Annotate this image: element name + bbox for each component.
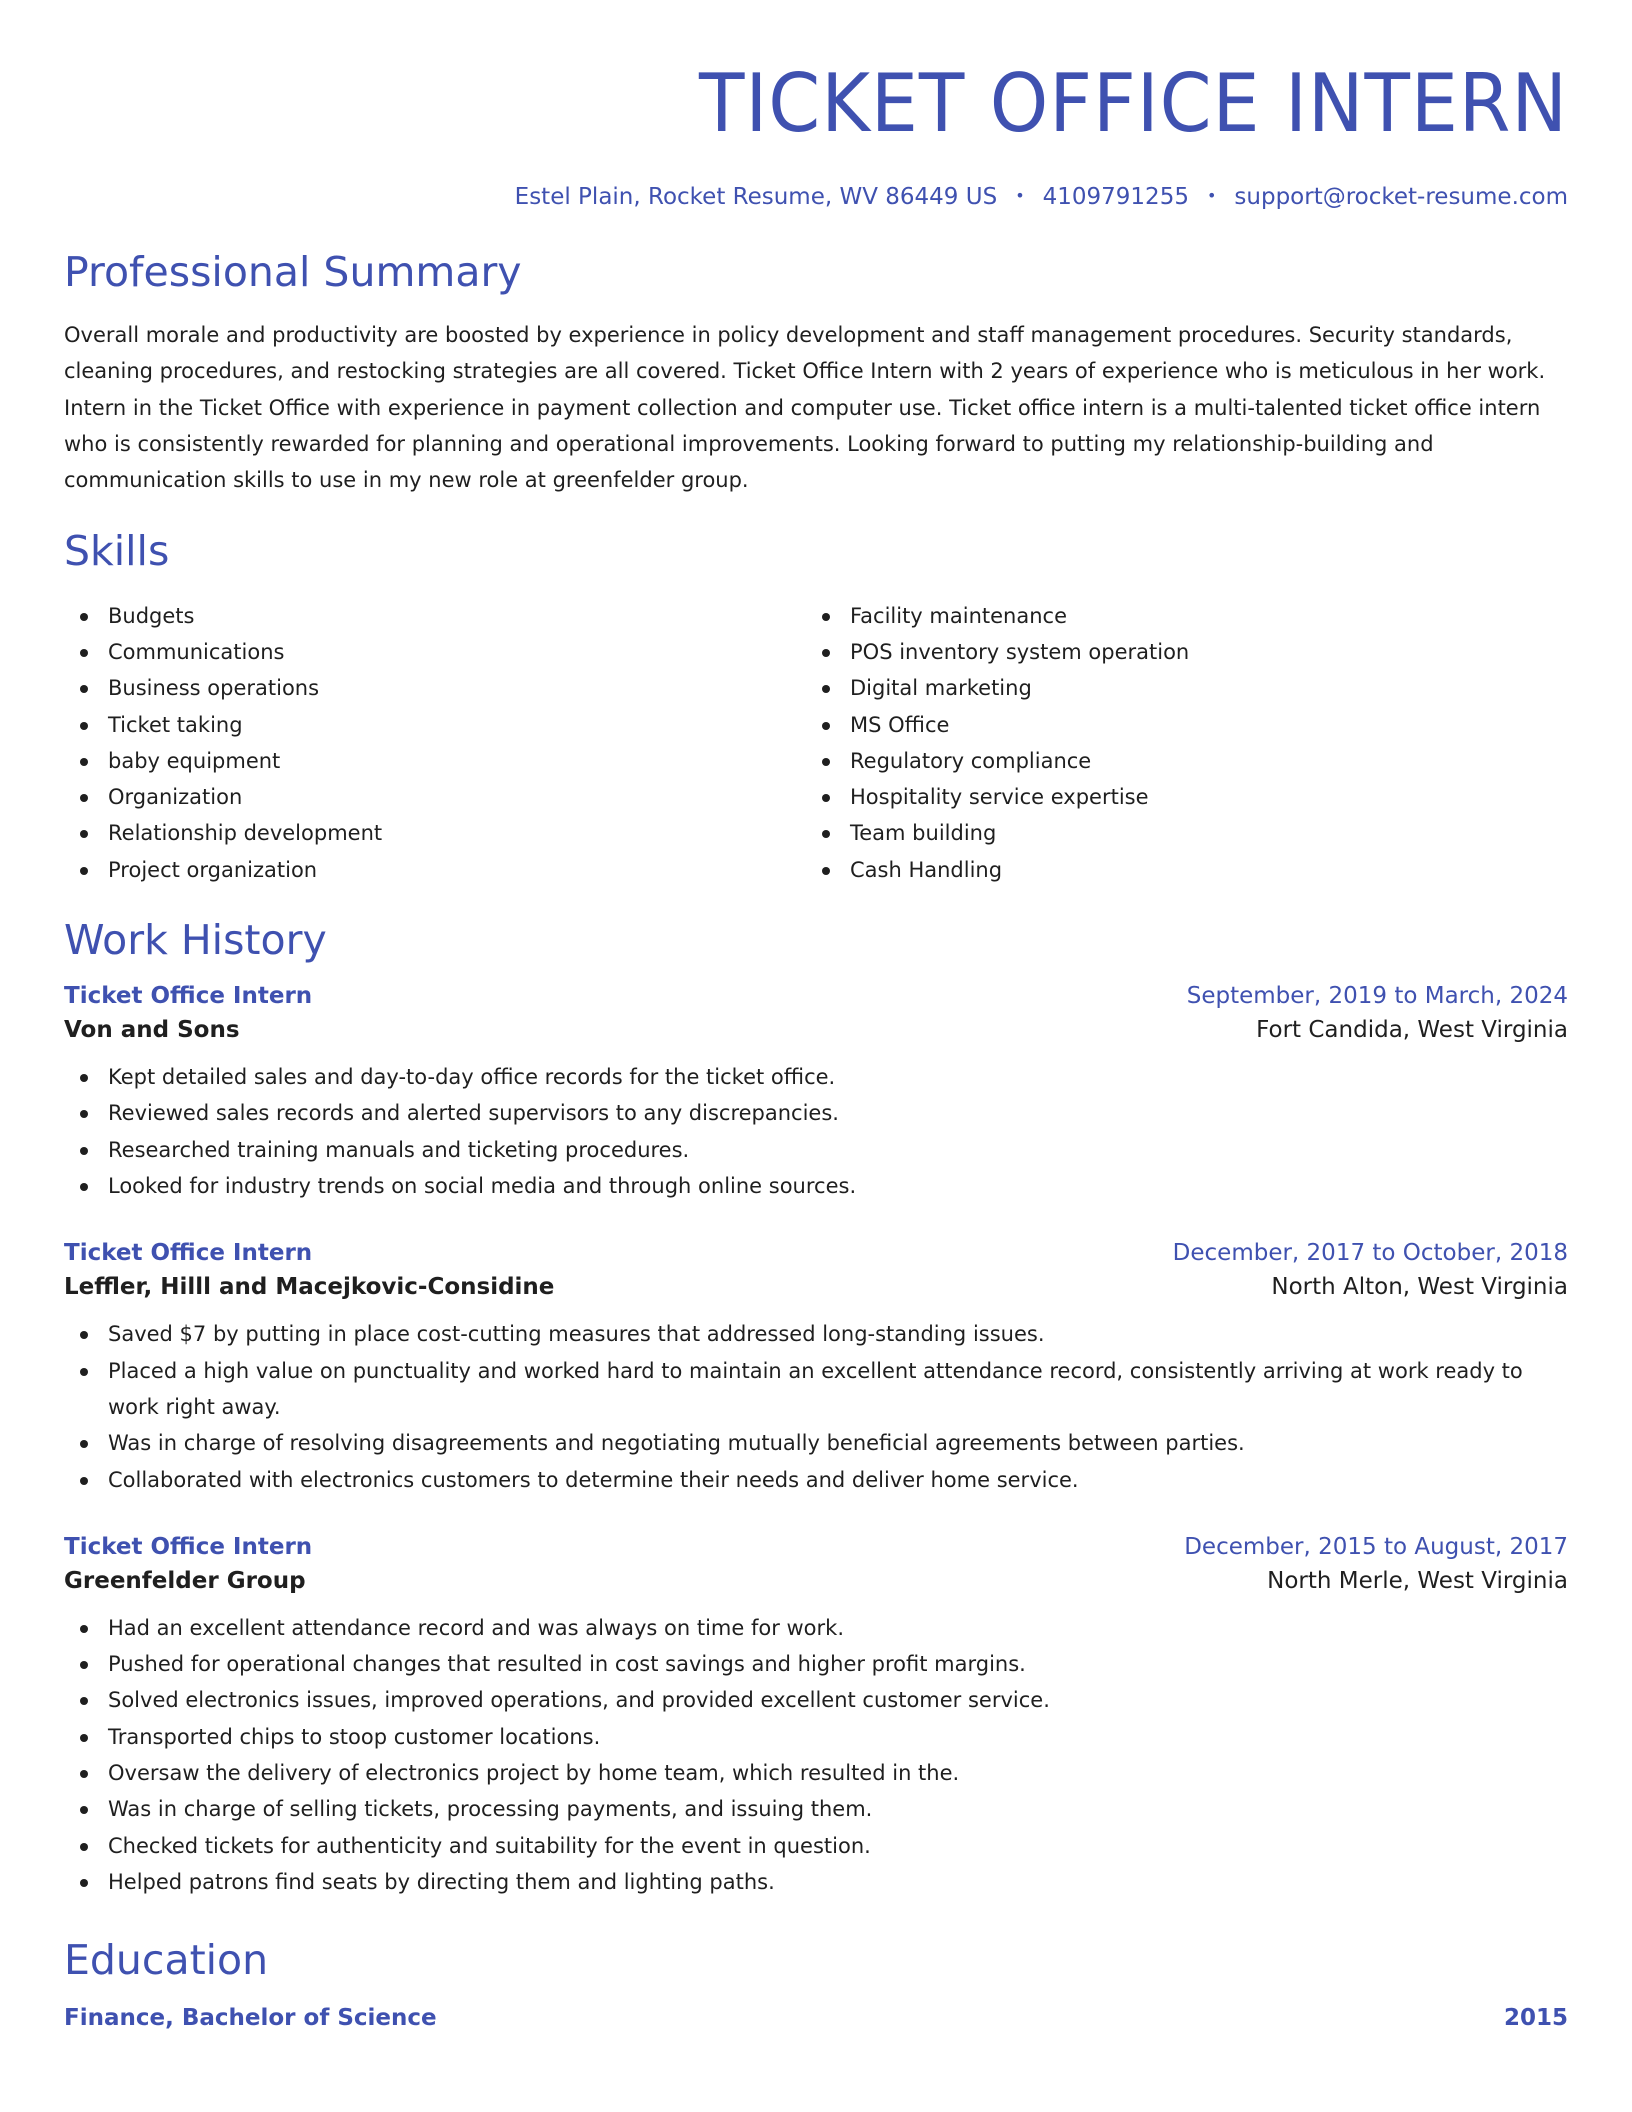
- skills-list-left: [64, 598, 806, 888]
- skill-item: Project organization: [64, 852, 806, 888]
- contact-separator: •: [1206, 186, 1217, 205]
- job-bullet: Solved electronics issues, improved operations, and provided excellent customer service.: [64, 1682, 1568, 1718]
- resume-title: TICKET OFFICE INTERN: [699, 57, 1568, 150]
- skill-item: Ticket taking: [64, 707, 806, 743]
- skill-item: Regulatory compliance: [806, 743, 1548, 779]
- job-bullet: Saved $7 by putting in place cost-cutting measures that addressed long-standing issues.: [64, 1316, 1568, 1352]
- job-bullets: [64, 1316, 1568, 1497]
- job-bullet: Pushed for operational changes that resulted in cost savings and higher profit margins.: [64, 1646, 1568, 1682]
- work-history-heading: Work History: [64, 916, 327, 965]
- summary-text: Overall morale and productivity are boosted by experience in policy development and staff management procedures. Security standards, cleaning procedures, and restocking strategies are all covered. Ticket Office Intern with 2 years of experience who is meticulous in her work. Intern in the Ticket Office with experience in payment collection and computer use. Ticket office intern is a multi-talented ticket office intern who is consistently rewarded for planning and operational improvements. Looking forward to putting my relationship-building and communication skills to use in my new role at greenfelder group.: [64, 323, 1546, 493]
- contact-phone: 4109791255: [1042, 184, 1189, 210]
- education-year: 2015: [1503, 2005, 1568, 2032]
- job-bullet: Reviewed sales records and alerted supervisors to any discrepancies.: [64, 1095, 1568, 1131]
- job-bullet: Transported chips to stoop customer locations.: [64, 1719, 1568, 1755]
- contact-address: Estel Plain, Rocket Resume, WV 86449 US: [514, 184, 998, 210]
- education-section: [64, 1938, 1568, 2031]
- job-dates: December, 2015 to August, 2017: [1184, 1533, 1568, 1560]
- job-bullet: Placed a high value on punctuality and worked hard to maintain an excellent attendance record, consistently arriving at work ready to work right away.: [64, 1353, 1568, 1426]
- job-title: Ticket Office Intern: [64, 983, 313, 1010]
- job-company: Leffler, Hilll and Macejkovic-Considine: [64, 1274, 555, 1301]
- job-bullet: Had an excellent attendance record and was always on time for work.: [64, 1610, 1568, 1646]
- job-location: North Merle, West Virginia: [1267, 1567, 1568, 1594]
- job-bullet: Oversaw the delivery of electronics project by home team, which resulted in the.: [64, 1755, 1568, 1791]
- job-dates: September, 2019 to March, 2024: [1186, 983, 1568, 1010]
- skills-section: [64, 526, 1568, 888]
- skill-item: POS inventory system operation: [806, 634, 1548, 670]
- summary-heading: Professional Summary: [64, 248, 522, 296]
- skill-item: Budgets: [64, 598, 806, 634]
- skills-list-right: [806, 598, 1548, 888]
- skill-item: Organization: [64, 779, 806, 815]
- contact-separator: •: [1015, 186, 1025, 205]
- contact-email: support@rocket-resume.com: [1234, 184, 1568, 210]
- skill-item: Team building: [806, 815, 1548, 851]
- job-entry: [64, 1240, 1568, 1497]
- job-bullet: Was in charge of selling tickets, processing payments, and issuing them.: [64, 1791, 1568, 1827]
- education-degree: Finance, Bachelor of Science: [64, 2005, 437, 2032]
- job-bullet: Was in charge of resolving disagreements and negotiating mutually beneficial agreements between parties.: [64, 1425, 1568, 1461]
- skill-item: Facility maintenance: [806, 598, 1548, 634]
- contact-line: [64, 184, 1568, 210]
- job-dates: December, 2017 to October, 2018: [1172, 1240, 1568, 1267]
- job-company: Greenfelder Group: [64, 1567, 306, 1594]
- job-entry: [64, 1534, 1568, 1900]
- skills-heading: Skills: [64, 526, 170, 575]
- job-bullet: Kept detailed sales and day-to-day office records for the ticket office.: [64, 1059, 1568, 1095]
- job-location: North Alton, West Virginia: [1271, 1274, 1568, 1301]
- skill-item: Communications: [64, 634, 806, 670]
- job-bullet: Checked tickets for authenticity and suitability for the event in question.: [64, 1828, 1568, 1864]
- resume-page: [64, 0, 1568, 2031]
- education-heading: Education: [64, 1936, 269, 1985]
- work-history-section: [64, 918, 1568, 1900]
- job-location: Fort Candida, West Virginia: [1256, 1017, 1568, 1044]
- skills-columns: [64, 598, 1568, 888]
- job-title: Ticket Office Intern: [64, 1533, 313, 1560]
- job-bullet: Helped patrons find seats by directing them and lighting paths.: [64, 1864, 1568, 1900]
- job-bullet: Looked for industry trends on social media and through online sources.: [64, 1168, 1568, 1204]
- job-title: Ticket Office Intern: [64, 1240, 313, 1267]
- skill-item: Digital marketing: [806, 670, 1548, 706]
- job-company: Von and Sons: [64, 1017, 240, 1044]
- job-bullets: [64, 1059, 1568, 1204]
- job-bullet: Collaborated with electronics customers to determine their needs and deliver home service.: [64, 1462, 1568, 1498]
- job-bullets: [64, 1610, 1568, 1900]
- skill-item: Relationship development: [64, 815, 806, 851]
- job-entry: [64, 983, 1568, 1204]
- skill-item: Cash Handling: [806, 852, 1548, 888]
- skill-item: MS Office: [806, 707, 1548, 743]
- summary-section: [64, 250, 1568, 499]
- skill-item: Business operations: [64, 670, 806, 706]
- skill-item: Hospitality service expertise: [806, 779, 1548, 815]
- job-bullet: Researched training manuals and ticketing procedures.: [64, 1132, 1568, 1168]
- skill-item: baby equipment: [64, 743, 806, 779]
